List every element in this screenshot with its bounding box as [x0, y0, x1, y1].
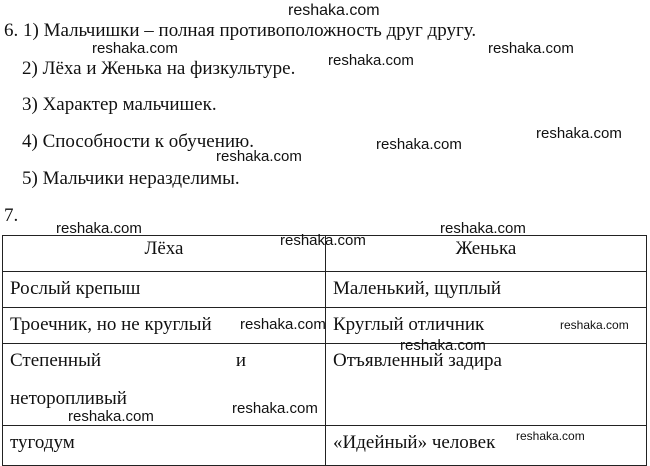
list-item-2: 2) Лёха и Женька на физкультуре.: [22, 58, 296, 79]
watermark: reshaka.com: [560, 318, 629, 332]
cell-text: и: [235, 350, 246, 371]
table-cell: «Идейный» человек: [326, 426, 647, 466]
list-item-1-text: 1) Мальчишки – полная противоположность друг другу.: [23, 20, 477, 41]
watermark: reshaka.com: [280, 232, 366, 249]
task-7-number: 7.: [4, 205, 19, 226]
watermark: reshaka.com: [240, 316, 326, 333]
watermark: reshaka.com: [488, 40, 574, 57]
table-cell: Троечник, но не круглый: [3, 308, 326, 344]
watermark: reshaka.com: [400, 337, 486, 354]
table-row: [3, 272, 647, 308]
cell-text: неторопливый: [10, 388, 127, 409]
list-item-4: 4) Способности к обучению.: [22, 131, 254, 152]
watermark: reshaka.com: [440, 220, 526, 237]
header-cell: Женька: [326, 236, 647, 272]
table-cell: Отъявленный задира: [326, 344, 647, 426]
cell-text: Степенный: [10, 350, 102, 371]
list-item-3: 3) Характер мальчишек.: [22, 94, 217, 115]
watermark: reshaka.com: [232, 400, 318, 417]
watermark: reshaka.com: [68, 408, 154, 425]
watermark: reshaka.com: [56, 220, 142, 237]
watermark: reshaka.com: [376, 136, 462, 153]
watermark: reshaka.com: [216, 148, 302, 165]
list-item-1: [4, 20, 476, 42]
table-cell: тугодум: [3, 426, 326, 466]
header-cell: Лёха: [3, 236, 326, 272]
watermark: reshaka.com: [328, 52, 414, 69]
list-item-5: 5) Мальчики неразделимы.: [22, 168, 240, 189]
watermark-top: reshaka.com: [288, 2, 380, 19]
watermark: reshaka.com: [536, 125, 622, 142]
table-cell: Круглый отличник: [326, 308, 647, 344]
table-cell: Рослый крепыш: [3, 272, 326, 308]
table-cell: Маленький, щуплый: [326, 272, 647, 308]
watermark: reshaka.com: [516, 429, 585, 443]
task-6-number: 6.: [4, 20, 19, 41]
watermark: reshaka.com: [92, 40, 178, 57]
